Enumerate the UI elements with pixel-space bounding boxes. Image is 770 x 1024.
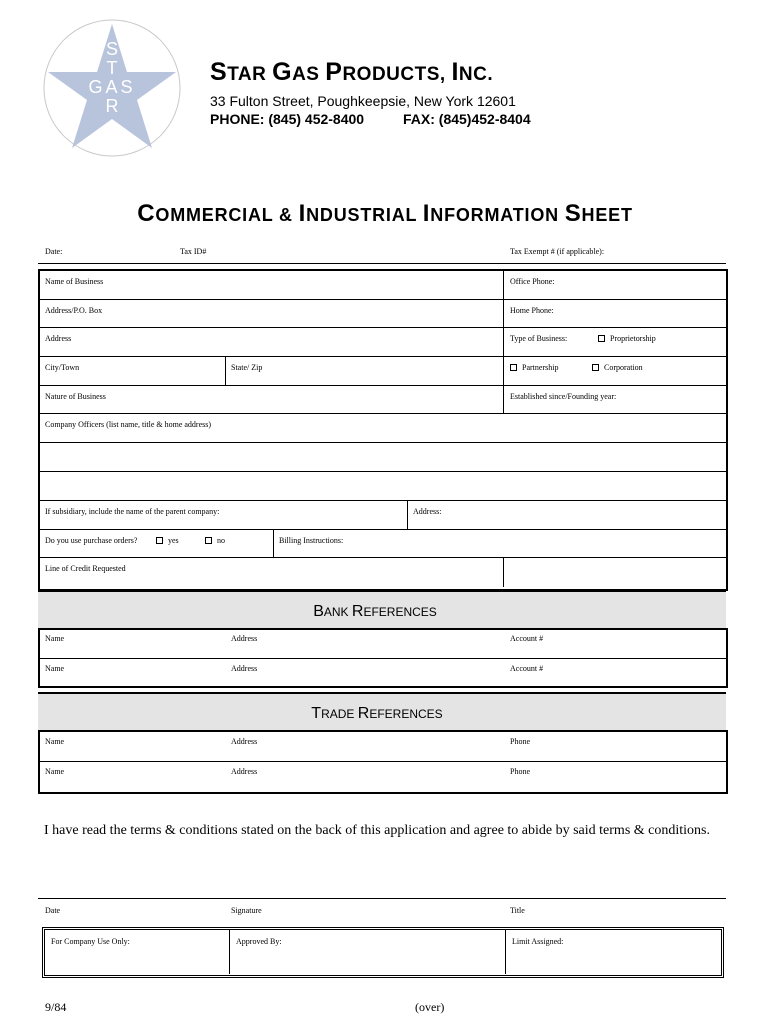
over-note: (over) [415,1000,445,1014]
col-divider [273,529,274,557]
approved-by-field[interactable]: Approved By: [236,937,282,946]
line-of-credit-field[interactable]: Line of Credit Requested [45,564,126,573]
checkbox-icon [156,537,163,544]
bank-name-field[interactable]: Name [45,634,65,643]
col-divider [503,269,504,414]
col-divider [503,557,504,587]
trade-name-field[interactable]: Name [45,737,65,746]
city-town-field[interactable]: City/Town [45,363,80,372]
signature-date-field[interactable]: Date [45,906,61,915]
corporation-checkbox[interactable]: Corporation [592,363,643,372]
signature-field[interactable]: Signature [231,906,262,915]
row-divider [38,385,726,386]
col-divider [505,930,506,974]
agreement-text: I have read the terms & conditions stated on the back of this application and agree to abide by said terms & conditions. [44,823,710,838]
trade-references-title: TRADE REFERENCES [311,705,443,722]
star-logo-icon [42,18,182,158]
state-zip-field[interactable]: State/ Zip [231,363,263,372]
checkbox-icon [592,364,599,371]
signature-rule [38,898,726,899]
svg-text:R: R [105,96,119,116]
col-divider [229,930,230,974]
company-logo [42,18,182,158]
proprietorship-checkbox[interactable]: Proprietorship [598,334,656,343]
row-divider [38,761,726,762]
bank-address-field[interactable]: Address [231,634,258,643]
nature-of-business-field[interactable]: Nature of Business [45,392,106,401]
company-use-box [42,927,724,978]
sheet-title: COMMERCIAL & INDUSTRIAL INFORMATION SHEET [137,200,633,227]
trade-address-field[interactable]: Address [231,767,258,776]
limit-assigned-field[interactable]: Limit Assigned: [512,937,564,946]
tax-exempt-field[interactable]: Tax Exempt # (if applicable): [510,247,605,256]
svg-text:S: S [105,39,119,59]
row-divider [38,413,726,414]
company-phone: PHONE: (845) 452-8400 [210,111,365,127]
purchase-orders-no-checkbox[interactable]: no [205,536,225,545]
subsidiary-field[interactable]: If subsidiary, include the name of the parent company: [45,507,220,516]
trade-address-field[interactable]: Address [231,737,258,746]
svg-text:T: T [106,58,118,78]
parent-address-field[interactable]: Address: [413,507,442,516]
row-divider [38,500,726,501]
trade-phone-field[interactable]: Phone [510,737,530,746]
billing-instructions-field[interactable]: Billing Instructions: [279,536,344,545]
checkbox-icon [598,335,605,342]
row-divider [38,442,726,443]
row-divider [38,471,726,472]
top-fields-rule [38,263,726,264]
checkbox-icon [205,537,212,544]
trade-phone-field[interactable]: Phone [510,767,530,776]
established-field[interactable]: Established since/Founding year: [510,392,617,401]
address-po-field[interactable]: Address/P.O. Box [45,306,103,315]
name-of-business-field[interactable]: Name of Business [45,277,104,286]
form-number: 9/84 [45,1000,67,1014]
row-divider [38,529,726,530]
company-fax: FAX: (845)452-8404 [403,111,531,127]
company-address: 33 Fulton Street, Poughkeepsie, New York 12601 [210,93,516,109]
svg-text:GAS: GAS [88,77,136,97]
bank-name-field[interactable]: Name [45,664,65,673]
bank-account-field[interactable]: Account # [510,664,544,673]
type-of-business-label: Type of Business: [510,334,568,343]
signature-title-field[interactable]: Title [510,906,525,915]
address-field[interactable]: Address [45,334,72,343]
bank-address-field[interactable]: Address [231,664,258,673]
col-divider [225,356,226,385]
bank-account-field[interactable]: Account # [510,634,544,643]
office-phone-field[interactable]: Office Phone: [510,277,555,286]
purchase-orders-label: Do you use purchase orders? [45,536,138,545]
home-phone-field[interactable]: Home Phone: [510,306,554,315]
company-use-label: For Company Use Only: [51,937,130,946]
partnership-checkbox[interactable]: Partnership [510,363,558,372]
trade-references-table [38,730,728,794]
row-divider [38,299,726,300]
company-officers-field[interactable]: Company Officers (list name, title & home address) [45,420,212,429]
bank-references-title: BANK REFERENCES [313,603,437,620]
col-divider [407,500,408,529]
checkbox-icon [510,364,517,371]
date-field[interactable]: Date: [45,247,63,256]
trade-name-field[interactable]: Name [45,767,65,776]
row-divider [38,557,726,558]
company-name: STAR GAS PRODUCTS, INC. [210,58,494,86]
row-divider [38,356,726,357]
row-divider [38,327,726,328]
business-info-table [38,269,728,591]
row-divider [38,658,726,659]
purchase-orders-yes-checkbox[interactable]: yes [156,536,179,545]
tax-id-field[interactable]: Tax ID# [180,247,207,256]
